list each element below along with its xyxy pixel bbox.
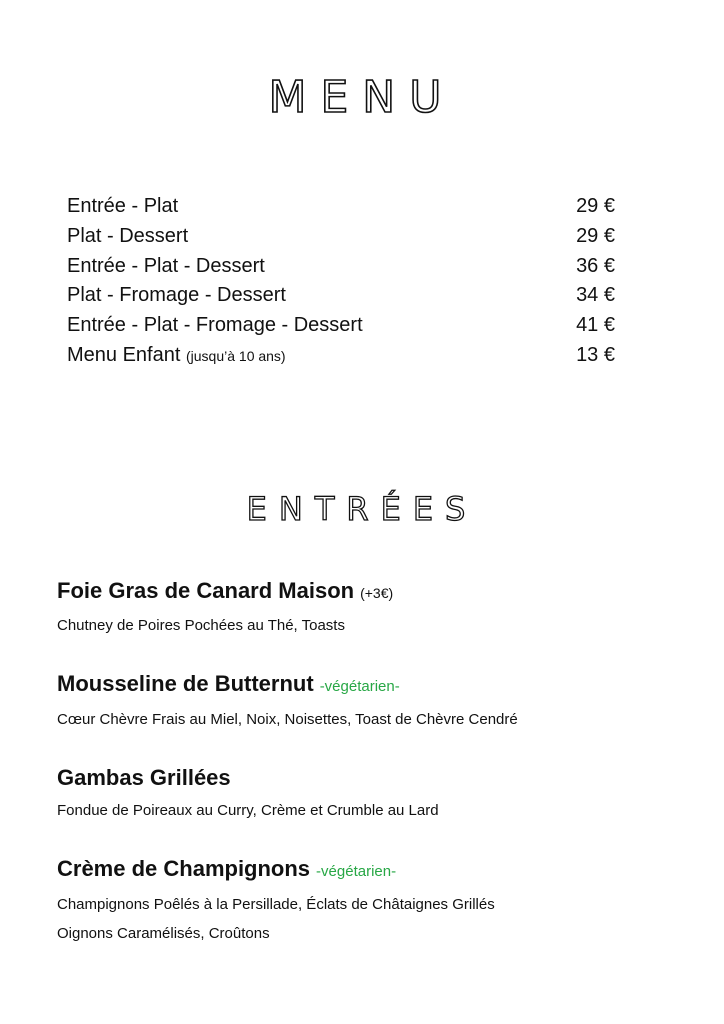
formula-row <box>67 225 615 255</box>
dish-item <box>57 852 697 947</box>
dish-item <box>57 574 697 639</box>
dish-name: Gambas Grillées <box>57 765 231 790</box>
dish-description: Fondue de Poireaux au Curry, Crème et Crumble au Lard <box>57 802 439 819</box>
formula-price: 13 € <box>576 343 615 366</box>
formula-price-list <box>67 195 615 374</box>
entrees-title: ENTRÉES <box>246 490 478 528</box>
entrees-list <box>57 574 697 975</box>
dish-title <box>57 761 697 795</box>
formula-price: 36 € <box>576 254 615 277</box>
formula-price: 34 € <box>576 284 615 307</box>
menu-title: MENU <box>268 72 456 123</box>
dish-description: Chutney de Poires Pochées au Thé, Toasts <box>57 617 345 634</box>
dish-item <box>57 667 697 733</box>
formula-row <box>67 284 615 314</box>
dish-description: Cœur Chèvre Frais au Miel, Noix, Noisettes, Toast de Chèvre Cendré <box>57 711 518 728</box>
dish-title <box>57 574 697 610</box>
formula-price: 29 € <box>576 224 615 247</box>
dish-item <box>57 761 697 824</box>
formula-label: Entrée - Plat - Fromage - Dessert <box>67 314 363 337</box>
dish-description: Oignons Caramélisés, Croûtons <box>57 925 270 942</box>
dish-title <box>57 852 697 889</box>
formula-price: 41 € <box>576 314 615 337</box>
dish-title <box>57 667 697 704</box>
dish-name: Crème de Champignons <box>57 856 311 881</box>
vegetarian-tag: -végétarien- <box>319 678 400 695</box>
formula-row <box>67 195 615 225</box>
formula-price: 29 € <box>576 195 615 217</box>
dish-name: Foie Gras de Canard Maison <box>57 578 355 603</box>
formula-label: Plat - Fromage - Dessert <box>67 284 286 307</box>
vegetarian-tag: -végétarien- <box>316 863 397 880</box>
formula-label: Entrée - Plat <box>67 195 179 217</box>
dish-supplement: (+3€) <box>360 585 394 601</box>
age-note: (jusqu’à 10 ans) <box>185 347 286 364</box>
dish-description: Champignons Poêlés à la Persillade, Éclats de Châtaignes Grillés <box>57 896 495 913</box>
formula-label: Plat - Dessert <box>67 224 189 247</box>
formula-row <box>67 314 615 344</box>
formula-label: Entrée - Plat - Dessert <box>67 254 265 277</box>
formula-row-kids <box>67 344 615 374</box>
formula-label: Menu Enfant (jusqu’à 10 ans) <box>67 343 286 366</box>
dish-name: Mousseline de Butternut <box>57 671 314 696</box>
formula-row <box>67 255 615 285</box>
